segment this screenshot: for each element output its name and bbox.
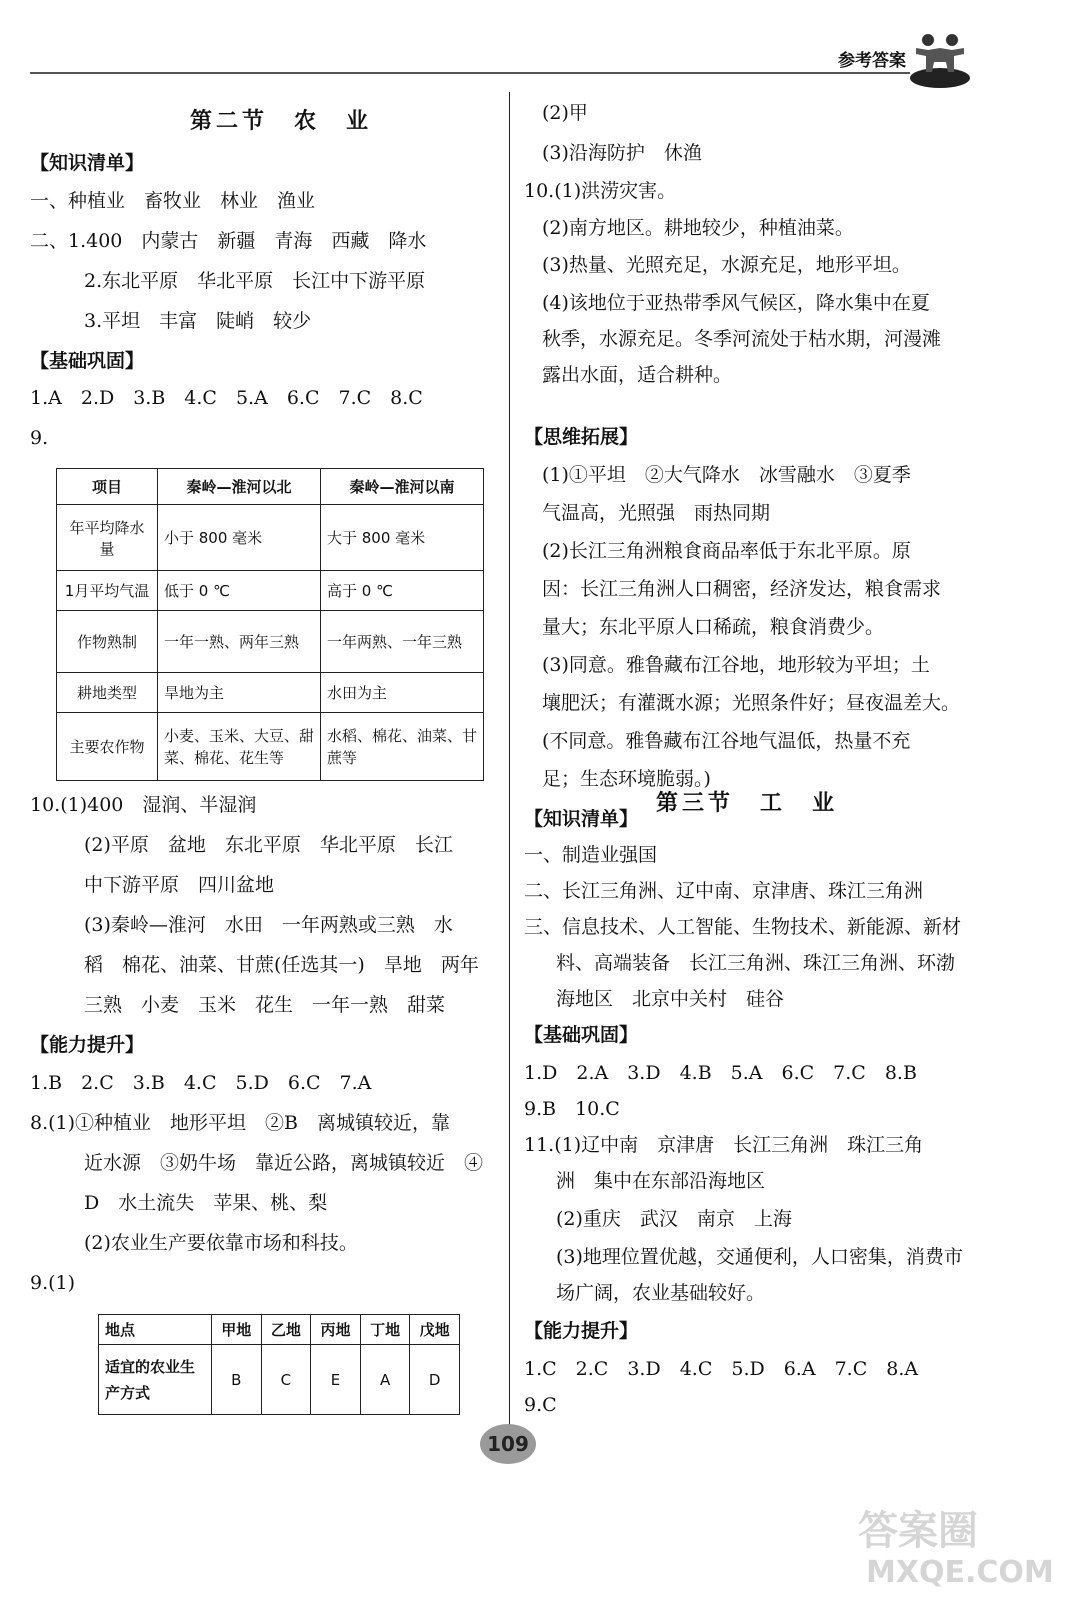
right-line2-0: 【知识清单】 [524,808,639,830]
right-line2-9: 11.(1)辽中南 京津唐 长江三角洲 珠江三角 [524,1134,924,1156]
left-line2-0: 10.(1)400 湿润、半湿润 [30,794,257,816]
right-line-9: (1)①平坦 ②大气降水 冰雪融水 ③夏季 [542,464,911,486]
left-line-3: 2.东北平原 华北平原 长江中下游平原 [84,270,426,292]
right-line-4: (3)热量、光照充足，水源充足，地形平坦。 [542,254,911,276]
left-line-2: 二、1.400 内蒙古 新疆 青海 西藏 降水 [30,230,427,252]
table-cell: E [311,1345,361,1415]
table-header: 秦岭—淮河以北 [158,469,321,505]
table-cell: 大于 800 毫米 [321,505,484,571]
left-line2-9: 近水源 ③奶牛场 靠近公路，离城镇较近 ④ [84,1152,484,1174]
table-header: 甲地 [212,1315,262,1345]
table-cell: 1月平均气温 [57,571,158,611]
table-header: 戊地 [410,1315,460,1345]
right-line2-3: 三、信息技术、人工智能、生物技术、新能源、新材 [524,916,962,938]
left-line2-12: 9.(1) [30,1272,76,1294]
left-line2-2: 中下游平原 四川盆地 [84,874,275,896]
watermark-url: MXQE.COM [866,1555,1054,1590]
table-cell: C [261,1345,311,1415]
section-title-agriculture: 第二节 农 业 [190,108,373,134]
watermark-logo [852,1500,1072,1590]
right-line2-11: (2)重庆 武汉 南京 上海 [556,1208,792,1230]
table-cell: 一年两熟、一年三熟 [321,611,484,673]
right-line2-12: (3)地理位置优越，交通便利，人口密集，消费市 [556,1246,963,1268]
left-line-0: 【知识清单】 [30,152,145,174]
left-line2-4: 稻 棉花、油菜、甘蔗(任选其一) 旱地 两年 [84,954,479,976]
right-line2-8: 9.B 10.C [524,1098,620,1120]
table-cell: 耕地类型 [57,673,158,713]
left-line2-3: (3)秦岭—淮河 水田 一年两熟或三熟 水 [84,914,453,936]
right-line-17: 足；生态环境脆弱。) [542,768,711,790]
figures-logo-icon [908,26,972,90]
table-cell: D [410,1345,460,1415]
table-header: 丙地 [311,1315,361,1345]
right-line-14: (3)同意。雅鲁藏布江谷地，地形较为平坦；土 [542,654,930,676]
right-line2-5: 海地区 北京中关村 硅谷 [556,988,785,1010]
table-header: 秦岭—淮河以南 [321,469,484,505]
right-line2-16: 9.C [524,1394,557,1416]
left-line2-5: 三熟 小麦 玉米 花生 一年一熟 甜菜 [84,994,446,1016]
table-cell: 适宜的农业生产方式 [99,1345,212,1415]
right-line-12: 因：长江三角洲人口稠密，经济发达，粮食需求 [542,578,942,600]
right-line2-6: 【基础巩固】 [524,1024,639,1046]
left-line2-6: 【能力提升】 [30,1034,145,1056]
right-line2-4: 料、高端装备 长江三角洲、珠江三角洲、环渤 [556,952,956,974]
table-header: 丁地 [360,1315,410,1345]
column-divider [509,92,510,1452]
right-line2-10: 洲 集中在东部沿海地区 [556,1170,766,1192]
right-line-15: 壤肥沃；有灌溉水源；光照条件好；昼夜温差大。 [542,692,961,714]
table-cell: 水田为主 [321,673,484,713]
left-line-5: 【基础巩固】 [30,350,145,372]
table-cell: 高于 0 ℃ [321,571,484,611]
right-line-10: 气温高，光照强 雨热同期 [542,502,771,524]
left-line-7: 9. [30,427,49,449]
right-line-13: 量大；东北平原人口稀疏，粮食消费少。 [542,616,885,638]
right-line-16: (不同意。雅鲁藏布江谷地气温低，热量不充 [542,730,911,752]
right-line-8: 【思维拓展】 [524,426,639,448]
table-row [57,611,484,673]
right-line2-14: 【能力提升】 [524,1320,639,1342]
right-line-7: 露出水面，适合耕种。 [542,364,733,386]
right-line-5: (4)该地位于亚热带季风气候区，降水集中在夏 [542,292,930,314]
table-header: 项目 [57,469,158,505]
header-rule [30,72,910,74]
right-line-0: (2)甲 [542,102,588,124]
table-farming-locations [98,1314,460,1415]
table-cell: 作物熟制 [57,611,158,673]
table-header: 地点 [99,1315,212,1345]
right-line2-2: 二、长江三角洲、辽中南、京津唐、珠江三角洲 [524,880,924,902]
left-line2-10: D 水土流失 苹果、桃、梨 [84,1192,328,1214]
right-line-1: (3)沿海防护 休渔 [542,142,702,164]
left-line-6: 1.A 2.D 3.B 4.C 5.A 6.C 7.C 8.C [30,387,423,409]
table-row [99,1345,460,1415]
watermark-text: 答案圈 [858,1508,978,1554]
left-line2-1: (2)平原 盆地 东北平原 华北平原 长江 [84,834,453,856]
section-title-industry: 第三节 工 业 [656,790,839,816]
table-cell: 一年一熟、两年三熟 [158,611,321,673]
header-title: 参考答案 [838,51,906,71]
table-row [57,673,484,713]
right-line2-7: 1.D 2.A 3.D 4.B 5.A 6.C 7.C 8.B [524,1062,917,1084]
right-line-3: (2)南方地区。耕地较少，种植油菜。 [542,217,854,239]
right-line2-1: 一、制造业强国 [524,844,658,866]
table-cell: A [360,1345,410,1415]
table-climate-comparison [56,468,484,781]
left-line2-7: 1.B 2.C 3.B 4.C 5.D 6.C 7.A [30,1072,372,1094]
table-cell: 低于 0 ℃ [158,571,321,611]
left-line2-11: (2)农业生产要依靠市场和科技。 [84,1232,358,1254]
page-number: 109 [480,1424,536,1464]
right-line2-13: 场广阔，农业基础较好。 [556,1282,766,1304]
table-cell: 主要农作物 [57,713,158,781]
table-cell: 年平均降水量 [57,505,158,571]
table-cell: 水稻、棉花、油菜、甘蔗等 [321,713,484,781]
right-line-6: 秋季，水源充足。冬季河流处于枯水期，河漫滩 [542,328,942,350]
right-line-11: (2)长江三角洲粮食商品率低于东北平原。原 [542,540,911,562]
table-row [57,571,484,611]
right-line2-15: 1.C 2.C 3.D 4.C 5.D 6.A 7.C 8.A [524,1358,919,1380]
table-cell: 小于 800 毫米 [158,505,321,571]
table-row [57,713,484,781]
right-line-2: 10.(1)洪涝灾害。 [524,180,677,202]
table-cell: 旱地为主 [158,673,321,713]
table-cell: B [212,1345,262,1415]
left-line2-8: 8.(1)①种植业 地形平坦 ②B 离城镇较近，靠 [30,1112,451,1134]
left-line-4: 3.平坦 丰富 陡峭 较少 [84,310,312,332]
left-line-1: 一、种植业 畜牧业 林业 渔业 [30,190,316,212]
table-header: 乙地 [261,1315,311,1345]
table-row [57,505,484,571]
table-cell: 小麦、玉米、大豆、甜菜、棉花、花生等 [158,713,321,781]
